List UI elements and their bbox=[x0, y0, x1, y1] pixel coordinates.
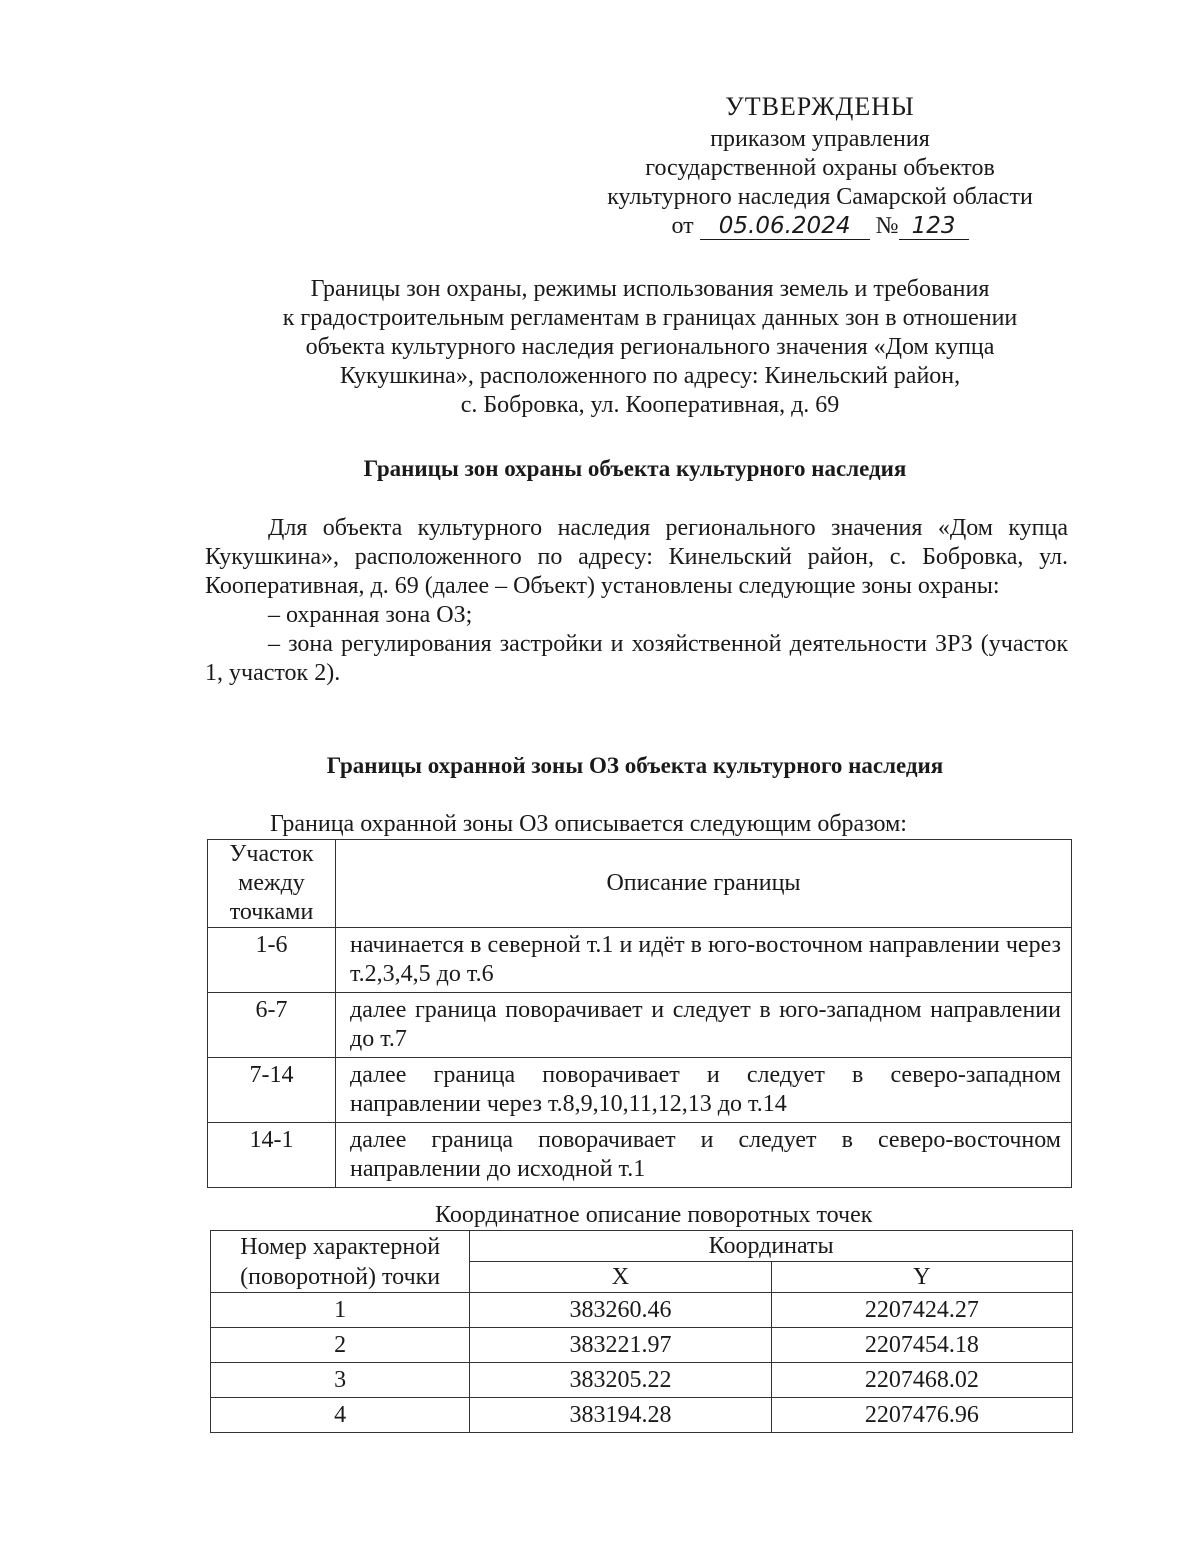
date-prefix: от bbox=[671, 213, 694, 239]
header-point-number: Номер характерной (поворотной) точки bbox=[211, 1231, 470, 1293]
y-cell: 2207424.27 bbox=[771, 1293, 1072, 1328]
point-cell: 3 bbox=[211, 1363, 470, 1398]
y-cell: 2207476.96 bbox=[771, 1398, 1072, 1433]
description-cell: далее граница поворачивает и следует в юго-западном направлении до т.7 bbox=[336, 993, 1072, 1058]
handwritten-number: 123 bbox=[899, 213, 969, 240]
heading-line-1: Границы зон охраны, режимы использования земель и требования bbox=[310, 276, 990, 302]
approval-line-2: государственной охраны объектов bbox=[645, 155, 995, 181]
x-cell: 383260.46 bbox=[470, 1293, 771, 1328]
zones-intro: Для объекта культурного наследия регионального значения «Дом купца Кукушкина», расположенного по адресу: Кинельский район, с. Бобровка, ул. Кооперативная, д. 69 (далее – Объект) установлены следующие зоны охраны: bbox=[205, 515, 1068, 599]
table-row bbox=[208, 1123, 1072, 1188]
table-row bbox=[211, 1293, 1073, 1328]
coords-header-row bbox=[211, 1231, 1073, 1262]
coords-table-caption: Координатное описание поворотных точек bbox=[435, 1202, 873, 1228]
point-cell: 4 bbox=[211, 1398, 470, 1433]
description-cell: начинается в северной т.1 и идёт в юго-восточном направлении через т.2,3,4,5 до т.6 bbox=[336, 928, 1072, 993]
zone-item-oz: – охранная зона ОЗ; bbox=[268, 602, 473, 628]
description-cell: далее граница поворачивает и следует в северо-восточном направлении до исходной т.1 bbox=[336, 1123, 1072, 1188]
approval-date-line bbox=[560, 212, 1080, 241]
table-row bbox=[211, 1328, 1073, 1363]
header-coordinates: Координаты bbox=[470, 1231, 1073, 1262]
segment-cell: 14-1 bbox=[208, 1123, 336, 1188]
heading-line-4: Кукушкина», расположенного по адресу: Кинельский район, bbox=[339, 363, 961, 389]
x-cell: 383194.28 bbox=[470, 1398, 771, 1433]
y-cell: 2207468.02 bbox=[771, 1363, 1072, 1398]
table-row bbox=[211, 1398, 1073, 1433]
header-y: Y bbox=[771, 1262, 1072, 1293]
header-segment: Участок между точками bbox=[208, 840, 336, 928]
table-header-row bbox=[208, 840, 1072, 928]
approval-line-1: приказом управления bbox=[710, 126, 930, 152]
x-cell: 383205.22 bbox=[470, 1363, 771, 1398]
number-prefix: № bbox=[875, 213, 899, 239]
section-title-zones: Границы зон охраны объекта культурного наследия bbox=[363, 456, 907, 481]
segment-cell: 7-14 bbox=[208, 1058, 336, 1123]
zones-paragraph bbox=[205, 514, 1068, 688]
description-cell: далее граница поворачивает и следует в северо-западном направлении через т.8,9,10,11,12,13 до т.14 bbox=[336, 1058, 1072, 1123]
point-cell: 2 bbox=[211, 1328, 470, 1363]
table-row bbox=[208, 993, 1072, 1058]
point-cell: 1 bbox=[211, 1293, 470, 1328]
section-title-oz: Границы охранной зоны ОЗ объекта культурного наследия bbox=[326, 753, 944, 778]
approval-line-3: культурного наследия Самарской области bbox=[607, 184, 1033, 210]
y-cell: 2207454.18 bbox=[771, 1328, 1072, 1363]
header-description: Описание границы bbox=[336, 840, 1072, 928]
table-row bbox=[208, 928, 1072, 993]
approval-title: УТВЕРЖДЕНЫ bbox=[725, 92, 915, 121]
segment-cell: 1-6 bbox=[208, 928, 336, 993]
x-cell: 383221.97 bbox=[470, 1328, 771, 1363]
header-x: X bbox=[470, 1262, 771, 1293]
table-row bbox=[208, 1058, 1072, 1123]
table-row bbox=[211, 1363, 1073, 1398]
handwritten-date: 05.06.2024 bbox=[700, 213, 870, 240]
heading-line-3: объекта культурного наследия регионального значения «Дом купца bbox=[305, 334, 995, 360]
approval-block bbox=[560, 92, 1080, 241]
coords-table bbox=[210, 1230, 1073, 1433]
heading-line-5: с. Бобровка, ул. Кооперативная, д. 69 bbox=[460, 392, 840, 418]
document-heading bbox=[225, 275, 1075, 420]
oz-table-caption: Граница охранной зоны ОЗ описывается следующим образом: bbox=[270, 811, 907, 837]
oz-boundary-table bbox=[207, 839, 1072, 1188]
segment-cell: 6-7 bbox=[208, 993, 336, 1058]
zone-item-zrz: – зона регулирования застройки и хозяйственной деятельности ЗРЗ (участок 1, участок 2). bbox=[205, 631, 1068, 686]
heading-line-2: к градостроительным регламентам в границах данных зон в отношении bbox=[282, 305, 1018, 331]
